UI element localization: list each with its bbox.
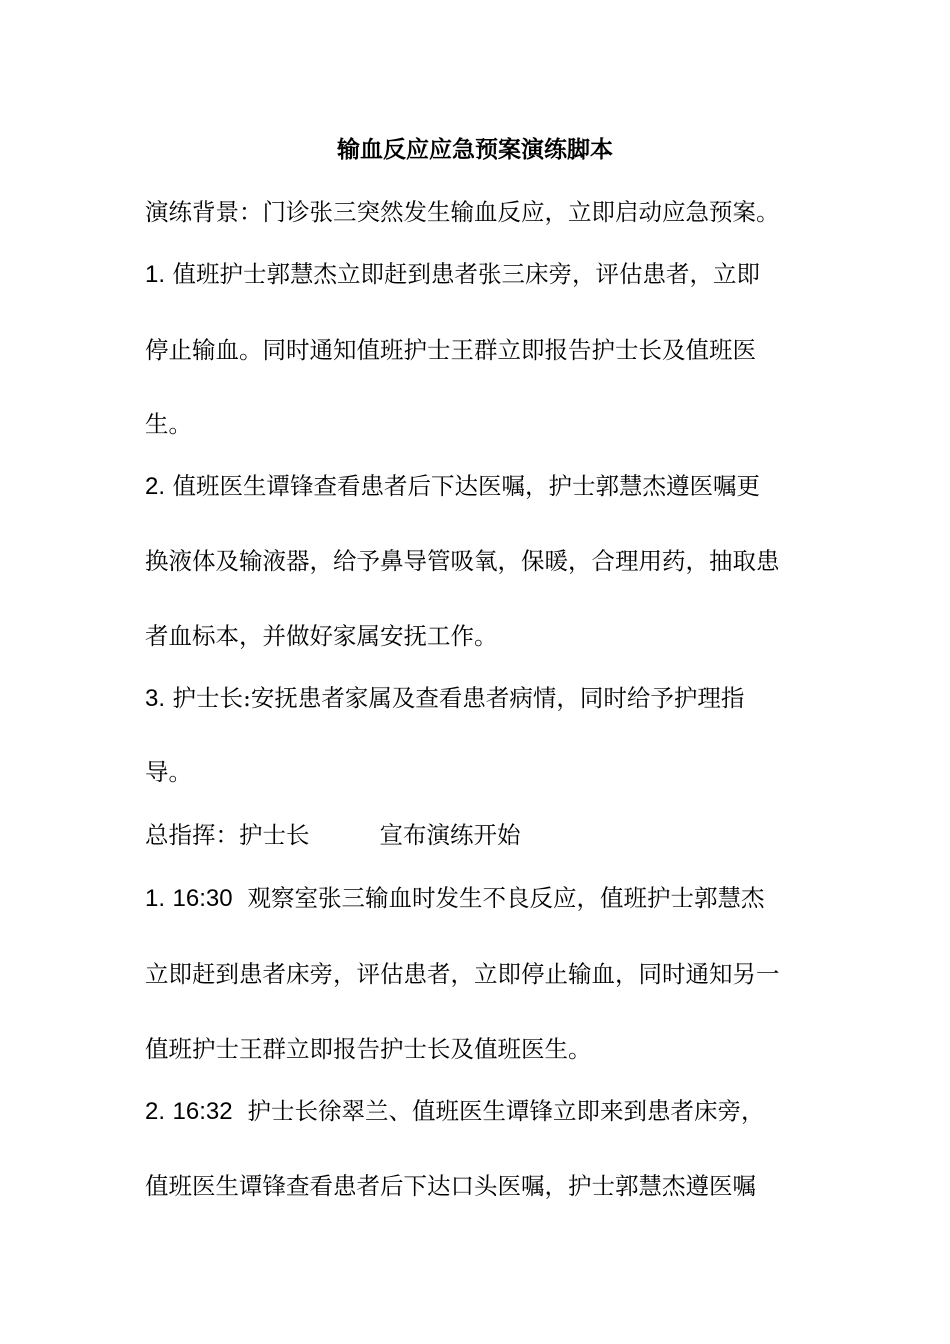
timeline-item-2-text: 护士长徐翠兰、值班医生谭锋立即来到患者床旁， (247, 1097, 765, 1125)
timeline-item-2-line-2: 值班医生谭锋查看患者后下达口头医嘱，护士郭慧杰遵医嘱 (145, 1172, 756, 1200)
timeline-item-1-line-2: 立即赶到患者床旁，评估患者，立即停止输血，同时通知另一 (145, 960, 780, 988)
timeline-item-2-line-1 (145, 1095, 765, 1128)
plan-item-2-text: 值班医生谭锋查看患者后下达医嘱，护士郭慧杰遵医嘱更 (172, 472, 760, 500)
commander-line (145, 819, 521, 851)
commander-announcement: 宣布演练开始 (379, 821, 521, 849)
plan-item-2-line-3: 者血标本，并做好家属安抚工作。 (145, 622, 498, 650)
plan-item-3-text: 护士长:安抚患者家属及查看患者病情，同时给予护理指 (172, 684, 745, 712)
plan-item-1-line-1 (145, 258, 760, 291)
plan-item-1-line-2: 停止输血。同时通知值班护士王群立即报告护士长及值班医 (145, 336, 756, 364)
timeline-item-1-time: 16:30 (172, 885, 233, 912)
plan-item-2-line-1 (145, 470, 760, 503)
plan-item-2-line-2: 换液体及输液器，给予鼻导管吸氧，保暖，合理用药，抽取患 (145, 547, 780, 575)
timeline-item-1-number: 1. (145, 885, 166, 912)
timeline-item-2-time: 16:32 (172, 1098, 233, 1125)
commander-label: 总指挥：护士长 (145, 821, 310, 849)
plan-item-1-text: 值班护士郭慧杰立即赶到患者张三床旁，评估患者，立即 (172, 260, 760, 288)
timeline-item-1-line-3: 值班护士王群立即报告护士长及值班医生。 (145, 1035, 592, 1063)
plan-item-3-line-2: 导。 (145, 758, 192, 786)
background-line: 演练背景：门诊张三突然发生输血反应，立即启动应急预案。 (145, 198, 780, 226)
plan-item-2-number: 2. (145, 473, 166, 500)
plan-item-3-number: 3. (145, 685, 166, 712)
plan-item-3-line-1 (145, 682, 744, 715)
plan-item-1-number: 1. (145, 261, 166, 288)
document-title: 输血反应应急预案演练脚本 (337, 137, 613, 163)
plan-item-1-line-3: 生。 (145, 410, 192, 438)
timeline-item-2-number: 2. (145, 1098, 166, 1125)
timeline-item-1-line-1 (145, 882, 765, 915)
timeline-item-1-text: 观察室张三输血时发生不良反应，值班护士郭慧杰 (247, 884, 765, 912)
